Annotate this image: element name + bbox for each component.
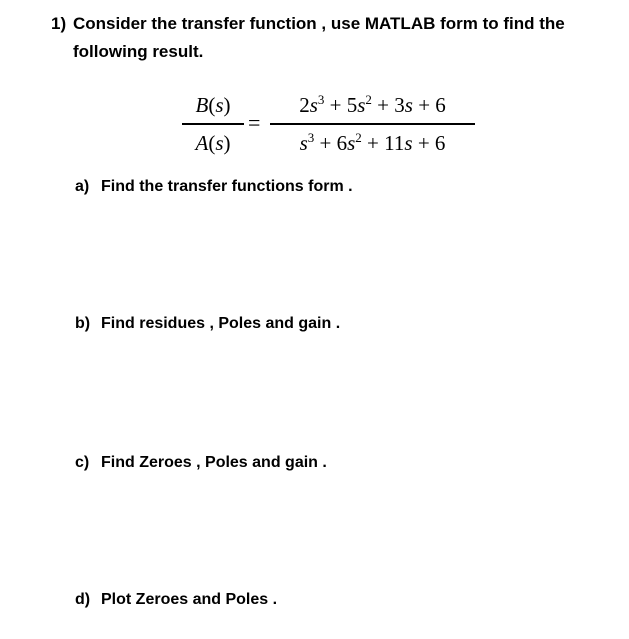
part-b (75, 313, 340, 335)
part-d-text: Plot Zeroes and Poles . (101, 591, 278, 608)
part-b-label: b) (75, 315, 91, 332)
lhs-fraction (182, 90, 244, 158)
part-c-text: Find Zeroes , Poles and gain . (101, 454, 327, 471)
rhs-numerator: $2s^3 + 5s^2 + 3s + 6$ (299, 92, 446, 117)
question-number: 1) (51, 14, 67, 33)
question-title (51, 10, 621, 66)
lhs-denominator: A(s) (195, 130, 231, 155)
question-text-line2: following result. (73, 42, 204, 61)
rhs-fraction-bar (270, 123, 475, 125)
question-line-1 (51, 10, 621, 38)
part-a (75, 176, 353, 198)
part-d (75, 589, 277, 611)
rhs-fraction (270, 90, 475, 158)
part-a-text: Find the transfer functions form . (101, 178, 353, 195)
part-c (75, 452, 327, 474)
lhs-fraction-bar (182, 123, 244, 125)
lhs-numerator: B(s) (195, 93, 231, 117)
part-d-label: d) (75, 591, 91, 608)
part-b-text: Find residues , Poles and gain . (101, 315, 341, 332)
rhs-denominator: $s^3 + 6s^2 + 11s + 6$ (299, 129, 446, 155)
part-a-label: a) (75, 178, 90, 195)
part-c-label: c) (75, 454, 90, 471)
question-text-line1: Consider the transfer function , use MATLAB form to find the (73, 14, 565, 33)
equals-sign: = (248, 110, 261, 135)
